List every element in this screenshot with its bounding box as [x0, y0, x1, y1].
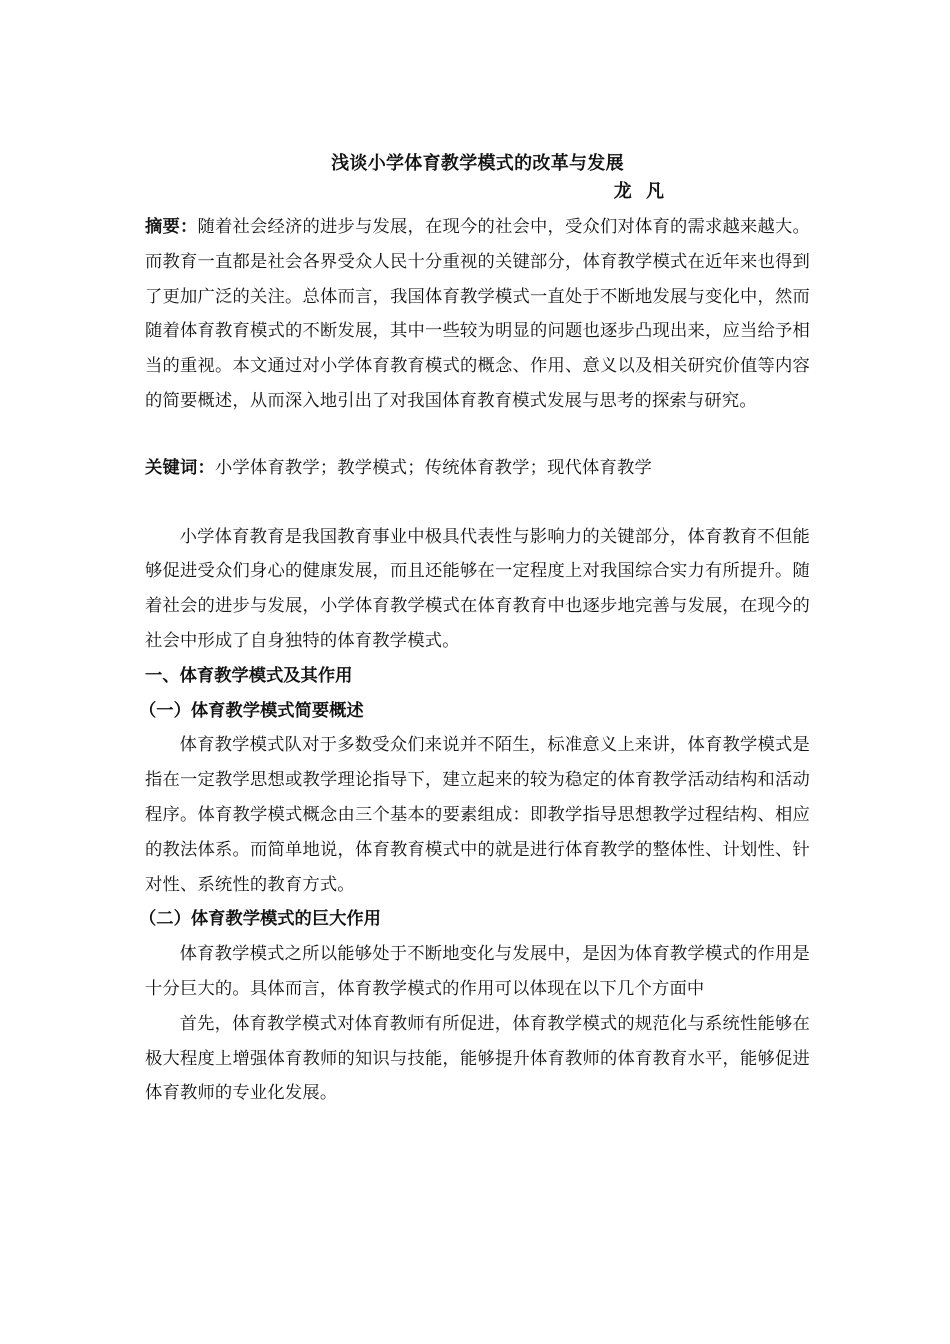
- abstract-paragraph: [145, 210, 810, 419]
- subsection-heading: （一）体育教学模式简要概述: [139, 700, 364, 721]
- body-paragraph: 首先，体育教学模式对体育教师有所促进，体育教学模式的规范化与系统性能够在极大程度上增强体育教师的知识与技能，能够提升体育教师的体育教育水平，能够促进体育教师的专业化发展。: [145, 1013, 810, 1104]
- paper-title: 浅谈小学体育教学模式的改革与发展: [331, 153, 624, 174]
- section-heading: 一、体育教学模式及其作用: [145, 665, 353, 686]
- body-paragraph: 体育教学模式之所以能够处于不断地变化与发展中，是因为体育教学模式的作用是十分巨大的。具体而言，体育教学模式的作用可以体现在以下几个方面中: [145, 944, 810, 999]
- keywords-text: 小学体育教学；教学模式；传统体育教学；现代体育教学: [214, 457, 652, 478]
- body-paragraph: 体育教学模式队对于多数受众们来说并不陌生，标准意义上来讲，体育教学模式是指在一定教学思想或教学理论指导下，建立起来的较为稳定的体育教学活动结构和活动程序。体育教学模式概念由三个基本的要素组成：即教学指导思想教学过程结构、相应的教法体系。而简单地说，体育教育模式中的就是进行体育教学的整体性、计划性、针对性、系统性的教育方式。: [145, 735, 810, 895]
- intro-paragraph: 小学体育教育是我国教育事业中极具代表性与影响力的关键部分，体育教育不但能够促进受众们身心的健康发展，而且还能够在一定程度上对我国综合实力有所提升。随着社会的进步与发展，小学体育教学模式在体育教育中也逐步地完善与发展，在现今的社会中形成了自身独特的体育教学模式。: [145, 526, 810, 651]
- author-name: 龙 凡: [613, 181, 668, 202]
- document-page: [139, 150, 810, 1111]
- keywords-label: 关键词：: [145, 457, 215, 478]
- abstract-label: 摘要：: [145, 217, 198, 237]
- keywords-line: [145, 451, 810, 486]
- subsection-heading: （二）体育教学模式的巨大作用: [139, 909, 381, 930]
- abstract-text: 随着社会经济的进步与发展，在现今的社会中，受众们对体育的需求越来越大。而教育一直都是社会各界受众人民十分重视的关键部分，体育教学模式在近年来也得到了更加广泛的关注。总体而言，我国体育教学模式一直处于不断地发展与变化中，然而随着体育教育模式的不断发展，其中一些较为明显的问题也逐步凸现出来，应当给予相当的重视。本文通过对小学体育教育模式的概念、作用、意义以及相关研究价值等内容的简要概述，从而深入地引出了对我国体育教育模式发展与思考的探索与研究。: [145, 217, 810, 411]
